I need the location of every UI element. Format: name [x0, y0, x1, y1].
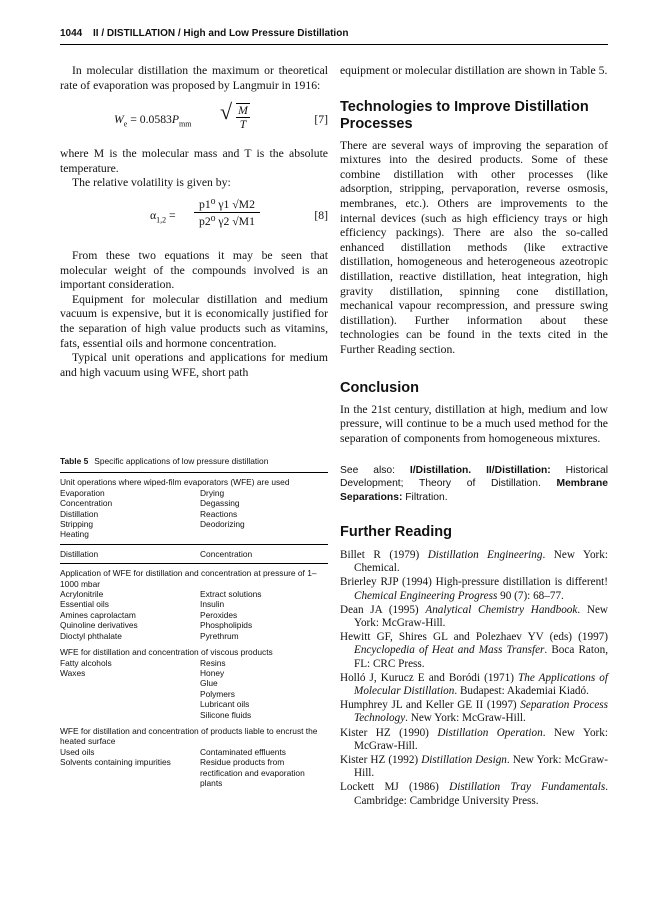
- paragraph-equipment: Equipment for molecular distillation and medium vacuum is expensive, but it is economically justified for the separation of high value products such as vitamins, fats, essential oils and hormone concentration.: [60, 292, 328, 350]
- page-number: 1044: [60, 28, 83, 39]
- reference-item: [340, 699, 608, 725]
- reference-publisher: . New York: McGraw-Hill.: [354, 603, 609, 629]
- reference-publisher: . New York: McGraw-Hill.: [405, 712, 526, 725]
- table-row: [60, 699, 328, 709]
- reference-publisher: . Boca Raton, FL: CRC Press.: [354, 644, 608, 670]
- reference-list: [340, 549, 608, 808]
- reference-authors: Lockett MJ (1986): [340, 781, 450, 794]
- reference-publisher: . New York: McGraw-Hill.: [354, 726, 608, 752]
- table-cell: [200, 529, 328, 539]
- table-cell: Pyrethrum: [200, 630, 239, 641]
- paragraph-technologies: There are several ways of improving the separation of mixtures into the desired products. Some of these combine distillation with other processes (like adsorption, stripping, pervaporation, reverse osmosis, membranes, etc.). Others are improvements to the internal devices (such as high efficiency trays or high efficiency packings). There are also the so-called enhanced distillation methods (like extractive distillation, homogeneous and heterogeneous azeotropic distillation, reactive distillation, heat integration, high gravity distillation, spinning cone distillation, mechanical vapour recompression, and pressure swing distillation). Further information about these technologies can be found in the texts cited in the Further Reading section.: [340, 138, 608, 356]
- table-row: [60, 519, 328, 529]
- reference-item: [340, 576, 608, 602]
- see-also-text-2: Filtration.: [402, 491, 448, 503]
- heading-technologies: Technologies to Improve Distillation Processes: [340, 98, 589, 132]
- table-5: [60, 456, 328, 792]
- table-row: [60, 757, 328, 788]
- table-row: [60, 529, 328, 539]
- table-cell: Used oils: [60, 746, 95, 757]
- reference-title: Distillation Design: [421, 753, 507, 766]
- paragraph-molecular-weight: From these two equations it may be seen that molecular weight of the compounds involved is an important consideration.: [60, 248, 328, 292]
- heading-further-reading: Further Reading: [340, 523, 452, 540]
- reference-item: [340, 549, 608, 575]
- equation-8-denominator: p2⁰ γ2 √M1: [199, 214, 255, 228]
- reference-item: [340, 754, 608, 780]
- equation-7-radical: √: [220, 99, 233, 125]
- table-rows: [60, 658, 328, 720]
- paragraph-conclusion: In the 21st century, distillation at high, medium and low pressure, will continue to be a much used method for the separation of components from homogeneous mixtures.: [340, 402, 608, 445]
- reference-title: Chemical Engineering Progress: [354, 589, 498, 602]
- reference-title: The Applications of Molecular Distillation: [354, 671, 608, 697]
- paragraph-langmuir: In molecular distillation the maximum or theoretical rate of evaporation was proposed by Langmuir in 1916:: [60, 64, 328, 92]
- see-also: [340, 464, 608, 504]
- heading-conclusion: Conclusion: [340, 379, 419, 396]
- table-cell: Polymers: [200, 688, 235, 699]
- reference-authors: Holló J, Kurucz E and Boródi (1971): [340, 671, 518, 684]
- reference-authors: Brierley RJP (1994) High-pressure distillation is different!: [340, 576, 608, 589]
- paragraph-typical: Typical unit operations and applications for medium and high vacuum using WFE, short path: [60, 351, 328, 379]
- table-cell: Dioctyl phthalate: [60, 630, 122, 641]
- table-cell: Waxes: [60, 667, 86, 678]
- reference-item: [340, 672, 608, 698]
- table-cell: Deodorizing: [200, 519, 245, 530]
- equation-7-numerator: M: [236, 104, 250, 118]
- table-row: [60, 610, 328, 620]
- table-row: [60, 509, 328, 519]
- table-rows: [60, 747, 328, 789]
- equation-8-numerator: p1⁰ γ1 √M2: [194, 197, 260, 213]
- reference-publisher: . Cambridge: Cambridge University Press.: [354, 781, 608, 807]
- see-also-text-1: Historical Development; Theory of Distillation.: [340, 465, 608, 490]
- equation-8-fraction: [194, 197, 260, 228]
- table-cell: Acrylonitrile: [60, 589, 104, 600]
- reference-title: Distillation Engineering: [427, 548, 543, 561]
- equation-7-fraction: [236, 103, 250, 131]
- table-cell: Amines caprolactam: [60, 609, 136, 620]
- table-cell: [60, 699, 200, 709]
- table-row: [60, 599, 328, 609]
- equation-7-denominator: T: [239, 118, 247, 132]
- table-row: [60, 668, 328, 678]
- see-also-link-distillation-2[interactable]: II/Distillation:: [486, 465, 551, 477]
- table-cell: Quinoline derivatives: [60, 620, 138, 631]
- paragraph-where: where M is the molecular mass and T is the absolute temperature.: [60, 147, 328, 175]
- table-row: [60, 620, 328, 630]
- table-cell: Glue: [200, 678, 218, 689]
- paragraph-volatility: The relative volatility is given by:: [72, 176, 231, 190]
- table-group-header: WFE for distillation and concentration of viscous products: [60, 647, 273, 658]
- table-group-header: Application of WFE for distillation and concentration at pressure of 1–1000 mbar: [60, 568, 317, 589]
- table-row: [60, 658, 328, 668]
- table-cell: Solvents containing impurities: [60, 757, 171, 768]
- table-rows: [60, 488, 328, 540]
- column-header-concentration: Concentration: [200, 548, 253, 559]
- reference-authors: Billet R (1979): [340, 548, 428, 561]
- paragraph-continued: equipment or molecular distillation are shown in Table 5.: [340, 64, 608, 77]
- reference-item: [340, 604, 608, 630]
- see-also-link-distillation-1[interactable]: I/Distillation.: [409, 465, 472, 477]
- equation-8: [60, 195, 328, 241]
- table-section-header: Unit operations where wiped-film evaporators (WFE) are used: [60, 477, 290, 488]
- table-row: [60, 710, 328, 720]
- reference-item: [340, 727, 608, 753]
- table-caption: [60, 456, 328, 466]
- table-row: [60, 488, 328, 498]
- column-header-distillation: Distillation: [60, 548, 99, 559]
- reference-publisher: . Budapest: Akademiai Kiadó.: [454, 684, 589, 697]
- table-cell: Degassing: [200, 498, 240, 509]
- reference-title: Distillation Tray Fundamentals: [449, 781, 606, 794]
- table-cell: Silicone fluids: [200, 709, 252, 720]
- see-also-link-membrane[interactable]: Membrane Separations:: [340, 478, 608, 503]
- reference-title: Encyclopedia of Heat and Mass Transfer: [354, 644, 545, 657]
- table-cell: Resins: [200, 657, 226, 668]
- running-header: [60, 28, 608, 39]
- table-cell: Insulin: [200, 599, 225, 610]
- table-cell: Residue products from rectification and evaporation plants: [200, 757, 305, 788]
- table-cell: Extract solutions: [200, 589, 262, 600]
- table-group-header: WFE for distillation and concentration of products liable to encrust the heated surface: [60, 725, 318, 747]
- table-row: [60, 689, 328, 699]
- reference-item: [340, 781, 608, 807]
- table-cell: Heating: [60, 529, 89, 540]
- table-cell: Stripping: [60, 519, 94, 530]
- table-row: [60, 678, 328, 688]
- reference-publisher: . New York: Chemical.: [354, 548, 608, 575]
- table-row: [60, 498, 328, 508]
- table-cell: Drying: [200, 487, 225, 498]
- reference-title: Separation Process Technology: [354, 699, 608, 725]
- table-cell: Evaporation: [60, 487, 105, 498]
- reference-authors: Kister HZ (1992): [340, 753, 422, 766]
- reference-authors: Hewitt GF, Shires GL and Polezhaev YV (eds) (1997): [340, 631, 608, 644]
- equation-7-lhs: $W_e = 0.0583P_{mm}$: [114, 113, 192, 129]
- table-body: [60, 564, 328, 792]
- table-cell: Reactions: [200, 508, 238, 519]
- equation-7-number: [7]: [314, 113, 328, 127]
- table-cell: Honey: [200, 667, 225, 678]
- reference-publisher: 90 (7): 68–77.: [497, 589, 564, 602]
- table-row: [60, 589, 328, 599]
- table-label: Table 5: [60, 456, 89, 466]
- table-cell: Phospholipids: [200, 620, 253, 631]
- table-caption-text: Specific applications of low pressure distillation: [94, 456, 269, 466]
- table-cell: Distillation: [60, 508, 99, 519]
- table-cell: Fatty alcohols: [60, 657, 112, 668]
- table-cell: Peroxides: [200, 609, 238, 620]
- table-row: [60, 631, 328, 641]
- header-rule: [60, 44, 608, 45]
- reference-authors: Kister HZ (1990): [340, 726, 438, 739]
- reference-item: [340, 631, 608, 671]
- right-column: [340, 64, 608, 809]
- equation-8-number: [8]: [314, 208, 328, 222]
- section-title: II / DISTILLATION / High and Low Pressure Distillation: [93, 28, 349, 39]
- left-column: [60, 64, 328, 380]
- reference-title: Distillation Operation: [437, 726, 543, 739]
- equation-8-lhs: $\alpha_{1,2}$ =: [150, 208, 176, 225]
- table-rows: [60, 589, 328, 641]
- reference-publisher: . New York: McGraw-Hill.: [354, 753, 608, 780]
- table-section-unit-operations: [60, 473, 328, 543]
- equation-7: [60, 99, 328, 143]
- table-cell: Contaminated effluents: [200, 746, 286, 757]
- reference-authors: Dean JA (1995): [340, 603, 426, 616]
- table-cell: Essential oils: [60, 599, 109, 610]
- table-column-headers: [60, 545, 328, 563]
- table-cell: Concentration: [60, 498, 113, 509]
- table-cell: [60, 710, 200, 720]
- reference-title: Analytical Chemistry Handbook: [425, 603, 578, 616]
- table-cell: [60, 689, 200, 699]
- table-row: [60, 747, 328, 757]
- table-cell: [60, 678, 200, 688]
- reference-authors: Humphrey JL and Keller GE II (1997): [340, 699, 521, 712]
- table-cell: Lubricant oils: [200, 699, 250, 710]
- see-also-label: See also:: [340, 465, 395, 477]
